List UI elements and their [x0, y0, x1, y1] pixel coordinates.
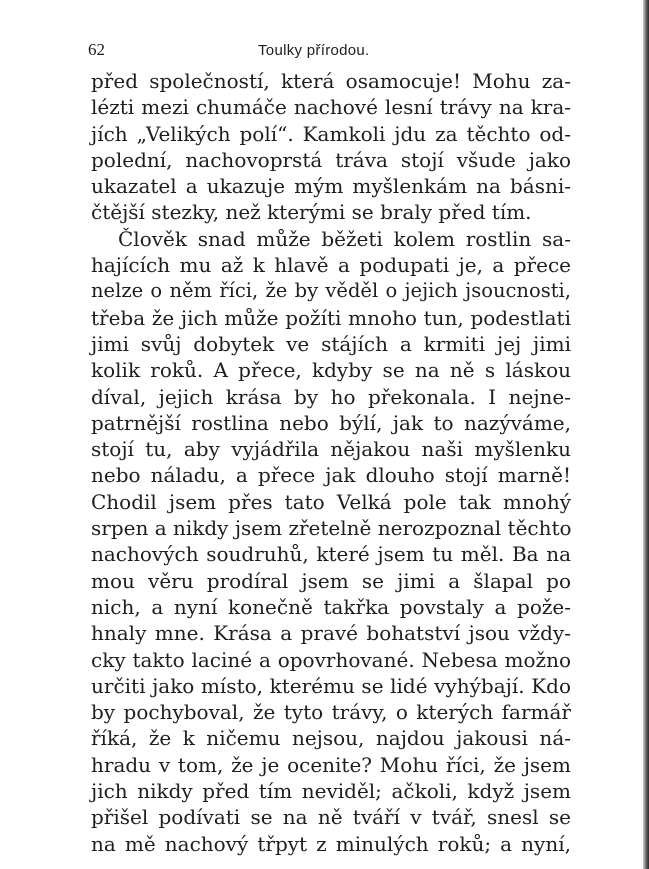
text-line: říká, že k ničemu nejsou, najdou jakousi ná- [91, 726, 571, 751]
text-line: určiti jako místo, kterému se lidé vyhýbají. Kdo [91, 673, 571, 698]
running-title: Toulky přírodou. [258, 42, 370, 59]
text-line: hradu v tom, že je ocenite? Mohu říci, že jsem [91, 752, 571, 777]
paragraph-start-line: Člověk snad může běžeti kolem rostlin sa- [118, 226, 571, 251]
text-line: jích „Velikých polí“. Kamkoli jdu za těchto od- [91, 121, 571, 146]
body-text [91, 68, 571, 857]
text-line: nelze o něm říci, že by věděl o jejich jsoucnosti, [91, 279, 571, 303]
text-line: polední, nachovoprstá tráva stojí všude jako [91, 147, 571, 172]
text-line: přišel podívati se na ně tváří v tvář, snesl se [91, 805, 571, 830]
page-number: 62 [88, 40, 105, 59]
text-line: hajících mu až k hlavě a podupati je, a přece [91, 253, 571, 278]
text-line: hnaly mne. Krása a pravé bohatství jsou vždy- [91, 621, 571, 646]
text-line: by pochyboval, že tyto trávy, o kterých farmář [91, 700, 571, 725]
text-line: srpen a nikdy jsem zřetelně nerozpoznal těchto [91, 516, 572, 541]
text-line: čtější stezky, než kterými se braly před tím. [91, 200, 532, 225]
page-edge-shadow [643, 0, 649, 869]
text-line: na mě nachový třpyt z minulých roků; a nyní, [91, 831, 571, 856]
text-line: cky takto laciné a opovrhované. Nebesa možno [91, 647, 571, 672]
text-line: ukazatel a ukazuje mým myšlenkám na básni- [91, 174, 571, 199]
text-line: lézti mezi chumáče nachové lesní trávy na kra- [91, 95, 571, 120]
text-line: jimi svůj dobytek ve stájích a krmiti jej jimi [91, 331, 571, 356]
text-line: nachových soudruhů, které jsem tu měl. Ba na [91, 542, 571, 567]
text-line: kolik roků. A přece, kdyby se na ně s láskou [91, 358, 571, 383]
text-line: před společností, která osamocuje! Mohu za- [91, 69, 571, 93]
text-line: Chodil jsem přes tato Velká pole tak mnohý [91, 489, 571, 514]
text-line: patrnější rostlina nebo býlí, jak to nazýváme, [91, 410, 571, 435]
text-line: nich, a nyní konečně takřka povstaly a pože- [91, 594, 571, 619]
text-line: jich nikdy před tím neviděl; ačkoli, když jsem [91, 779, 571, 804]
text-line: nebo náladu, a přece jak dlouho stojí marně! [91, 463, 571, 488]
text-line: mou věru prodíral jsem se jimi a šlapal po [91, 568, 571, 593]
text-line: díval, jejich krása by ho překonala. I nejne- [91, 384, 571, 409]
text-line: třeba že jich může požíti mnoho tun, podestlati [91, 305, 571, 330]
text-line: stojí tu, aby vyjádřila nějakou naši myšlenku [91, 437, 571, 462]
